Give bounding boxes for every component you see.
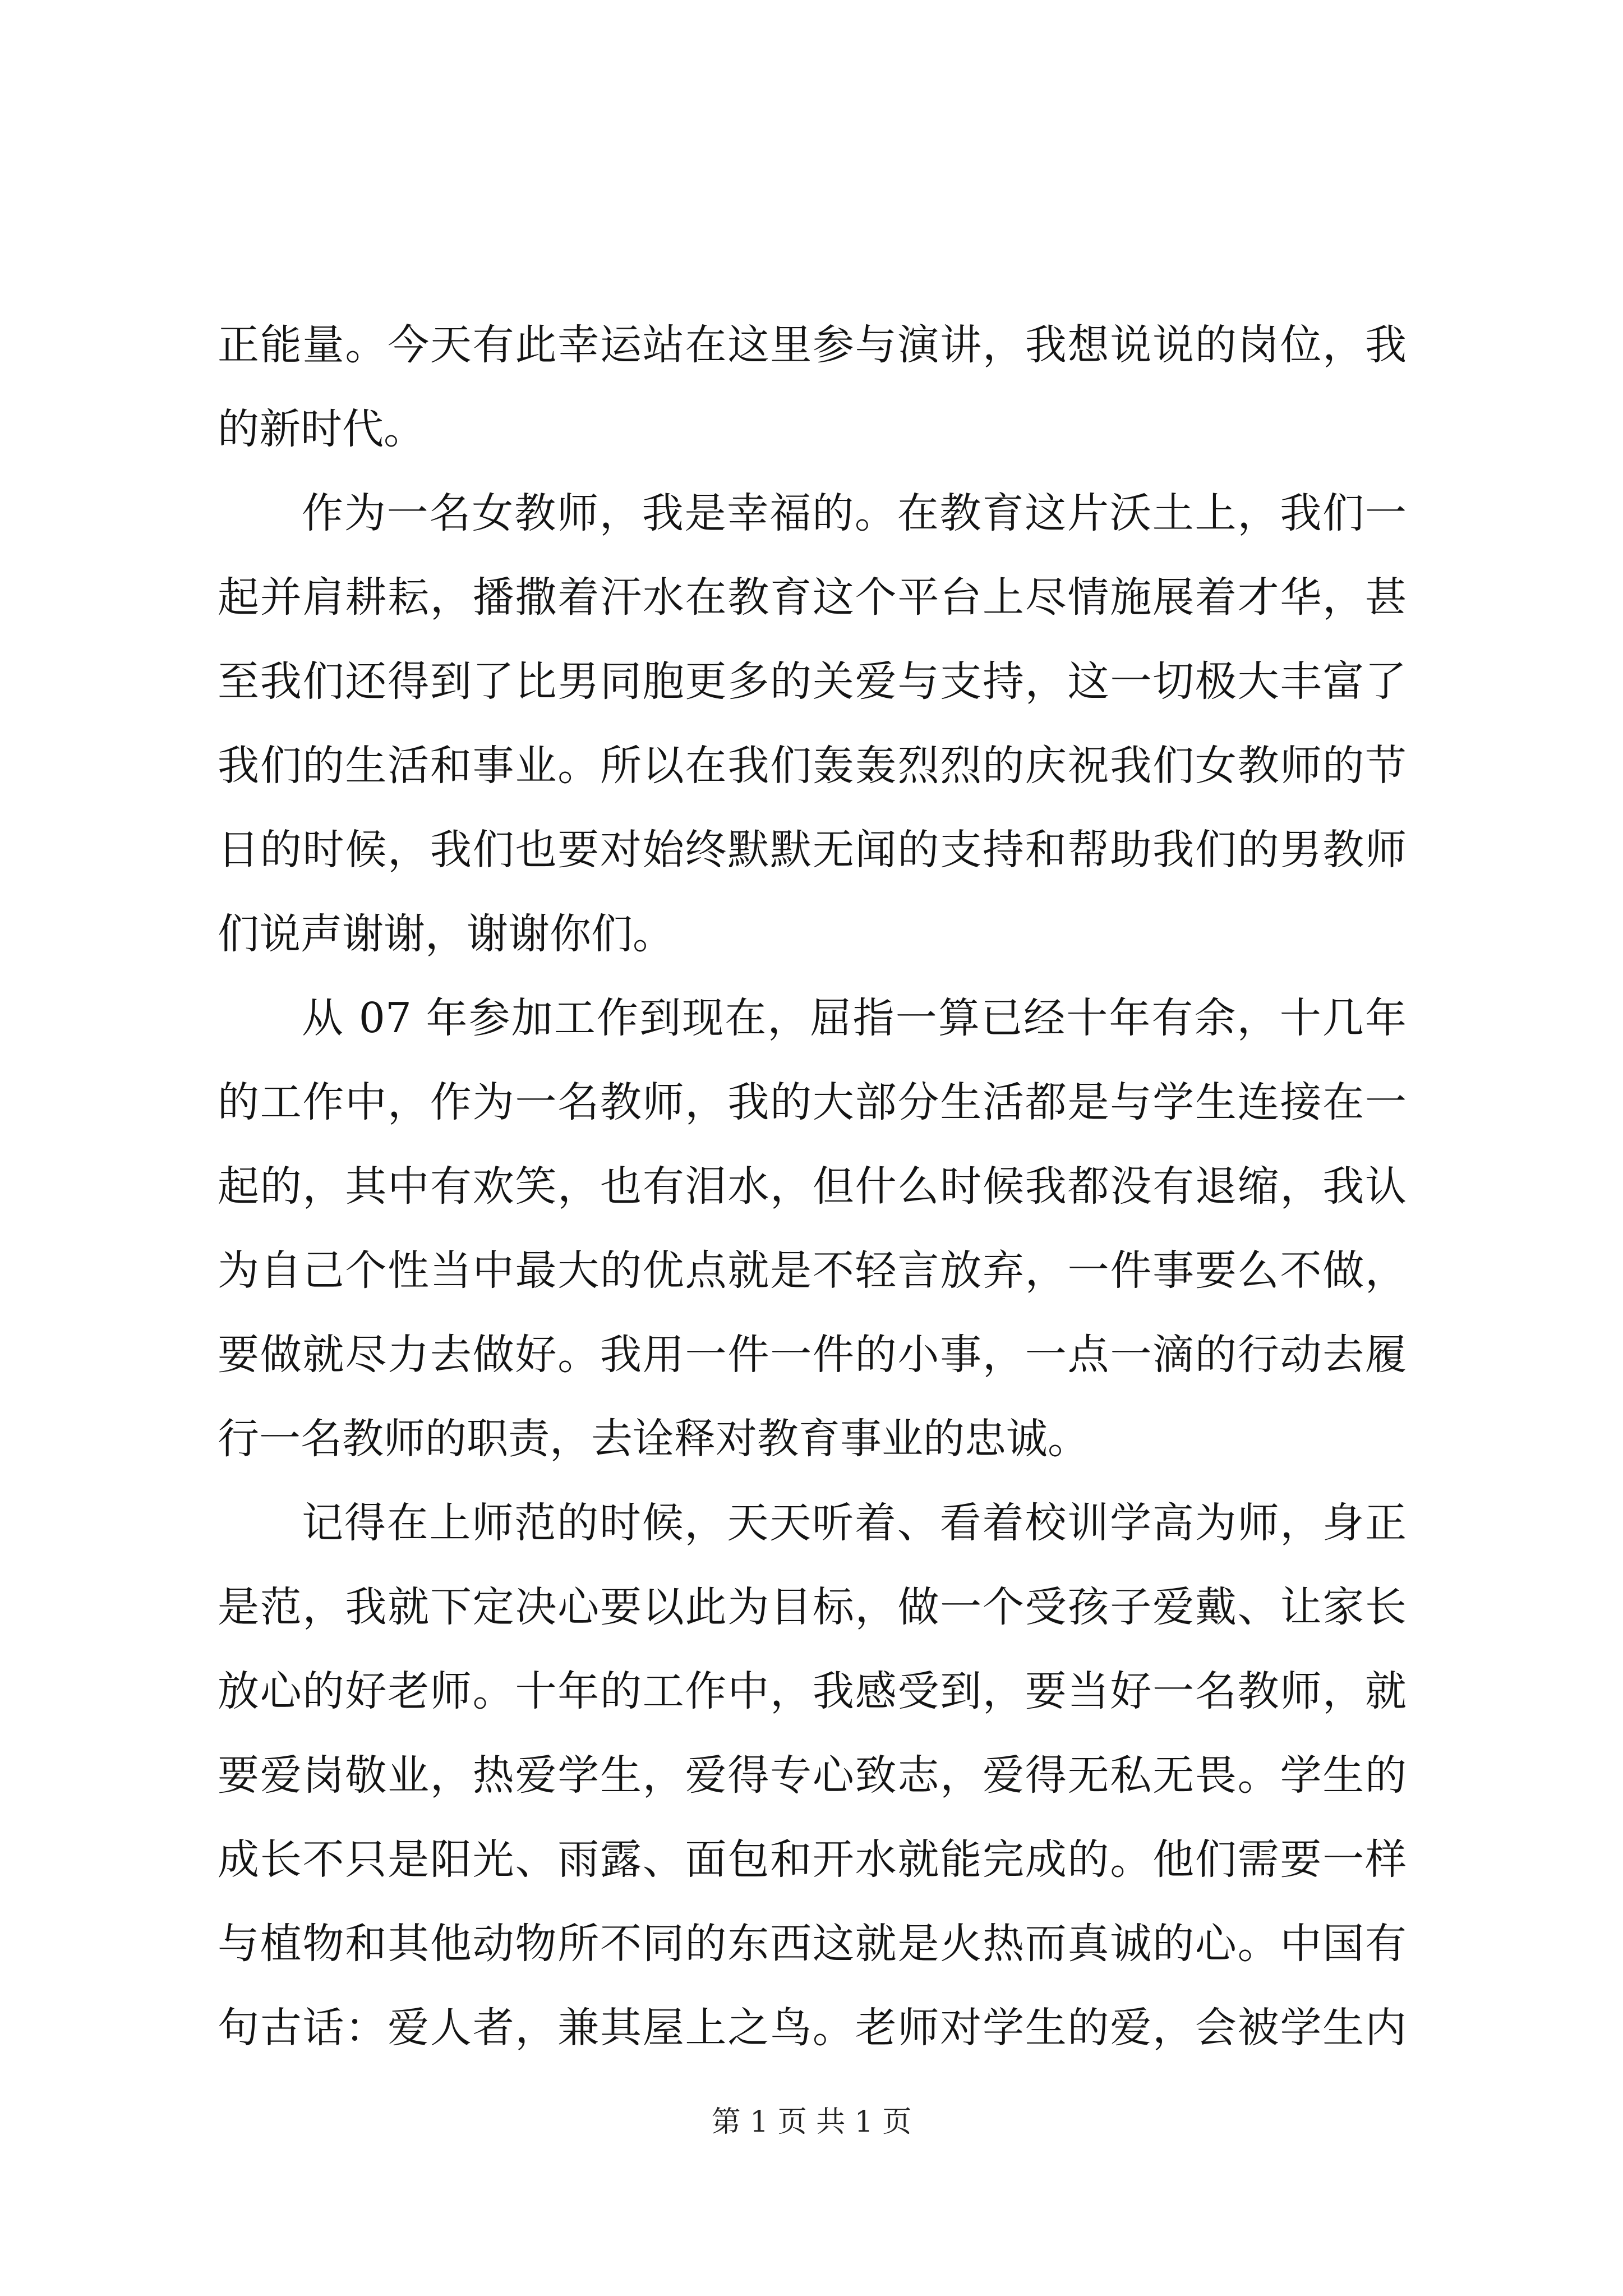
text-line: 的新时代。 [218, 405, 425, 453]
page-footer: 第 1 页 共 1 页 [711, 2105, 912, 2139]
text-line: 句古话：爱人者，兼其屋上之鸟。老师对学生的爱，会被学生内 [218, 2004, 1407, 2052]
text-line: 成长不只是阳光、雨露、面包和开水就能完成的。他们需要一样 [218, 1835, 1407, 1884]
text-line: 从 07 年参加工作到现在，屈指一算已经十年有余，十几年 [302, 994, 1407, 1042]
text-line: 起并肩耕耘，播撒着汗水在教育这个平台上尽情施展着才华，甚 [218, 573, 1407, 622]
text-line: 至我们还得到了比男同胞更多的关爱与支持，这一切极大丰富了 [218, 657, 1407, 706]
text-line: 放心的好老师。十年的工作中，我感受到，要当好一名教师，就 [218, 1667, 1407, 1715]
text-line: 日的时候，我们也要对始终默默无闻的支持和帮助我们的男教师 [218, 826, 1407, 874]
text-line: 为自己个性当中最大的优点就是不轻言放弃，一件事要么不做， [218, 1246, 1407, 1295]
text-line: 行一名教师的职责，去诠释对教育事业的忠诚。 [218, 1415, 1089, 1463]
text-line: 正能量。今天有此幸运站在这里参与演讲，我想说说的岗位，我 [218, 321, 1407, 369]
text-line: 们说声谢谢，谢谢你们。 [218, 910, 674, 958]
text-line: 与植物和其他动物所不同的东西这就是火热而真诚的心。中国有 [218, 1920, 1407, 1968]
text-line: 我们的生活和事业。所以在我们轰轰烈烈的庆祝我们女教师的节 [218, 742, 1407, 790]
text-line: 要做就尽力去做好。我用一件一件的小事，一点一滴的行动去履 [218, 1331, 1407, 1379]
text-line: 的工作中，作为一名教师，我的大部分生活都是与学生连接在一 [218, 1078, 1407, 1126]
text-line: 作为一名女教师，我是幸福的。在教育这片沃土上，我们一 [302, 489, 1407, 537]
text-line: 起的，其中有欢笑，也有泪水，但什么时候我都没有退缩，我认 [218, 1162, 1407, 1211]
text-line: 是范，我就下定决心要以此为目标，做一个受孩子爱戴、让家长 [218, 1583, 1407, 1631]
text-line: 记得在上师范的时候，天天听着、看着校训学高为师，身正 [302, 1499, 1407, 1547]
text-line: 要爱岗敬业，热爱学生，爱得专心致志，爱得无私无畏。学生的 [218, 1751, 1407, 1800]
document-body [218, 303, 1407, 2070]
